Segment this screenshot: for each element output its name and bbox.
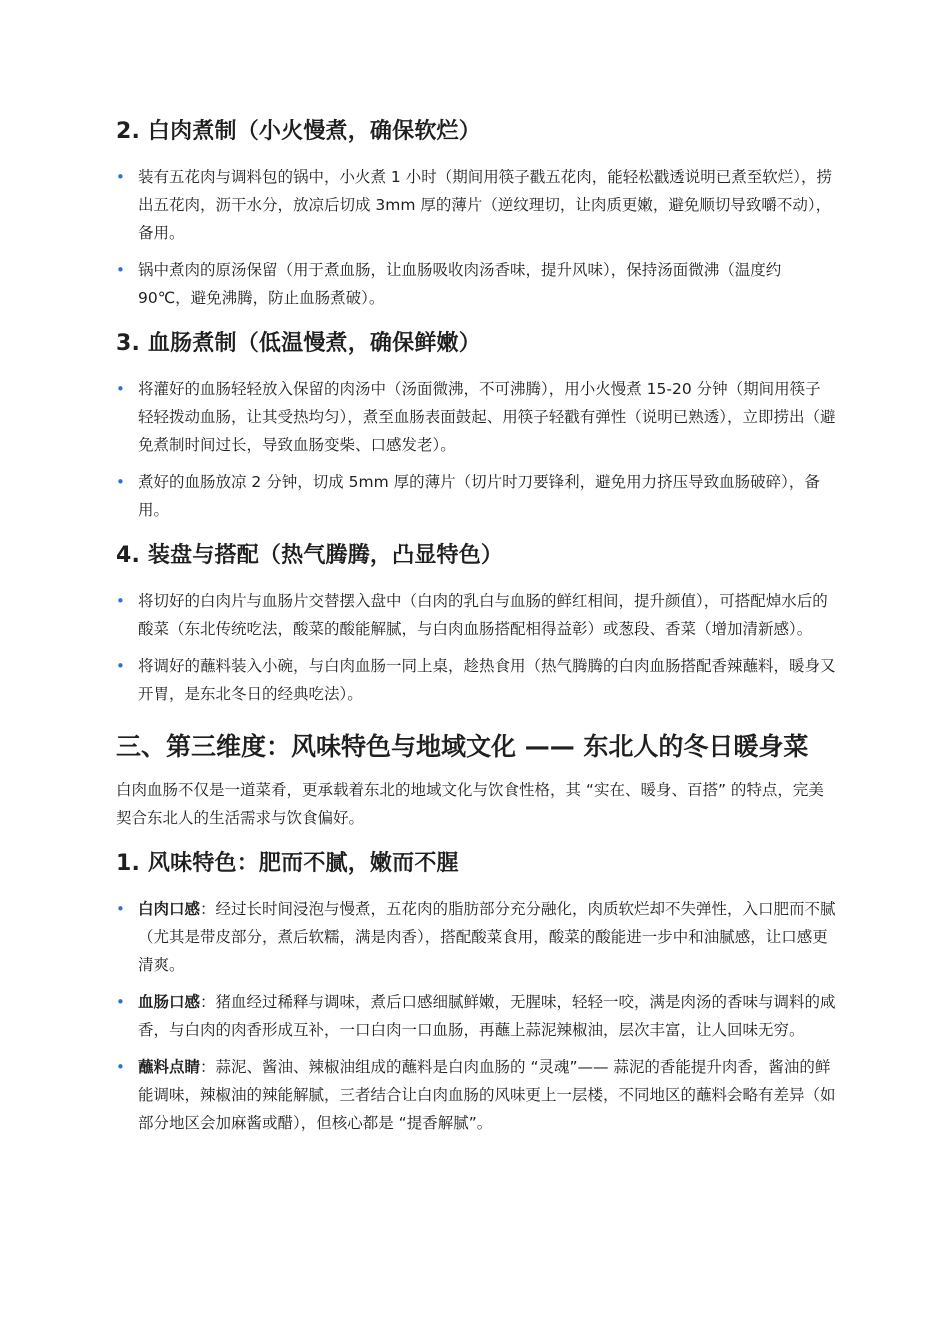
bullet-dot-icon: •: [116, 592, 125, 610]
list-item: • 将灌好的血肠轻轻放入保留的肉汤中（汤面微沸，不可沸腾），用小火慢煮 15-20 分钟（期间用筷子轻轻拨动血肠，让其受热均匀），煮至血肠表面鼓起、用筷子轻戳有弹性（说明已熟透），立即捞出（避免煮制时间过长，导致血肠变柴、口感发老）。: [116, 375, 836, 459]
section-three-title: 三、第三维度：风味特色与地域文化 —— 东北人的冬日暖身菜: [116, 732, 809, 761]
bullet-dot-icon: •: [116, 380, 125, 398]
list-item: • 煮好的血肠放凉 2 分钟，切成 5mm 厚的薄片（切片时刀要锋利，避免用力挤压导致血肠破碎），备用。: [116, 468, 836, 524]
bullet-dot-icon: •: [116, 261, 125, 279]
heading-boiling-pork: 2. 白肉煮制（小火慢煮，确保软烂）: [116, 119, 481, 144]
bullet-dot-icon: •: [116, 1058, 125, 1076]
heading-plating: 4. 装盘与搭配（热气腾腾，凸显特色）: [116, 543, 504, 568]
bullet-dot-icon: •: [116, 168, 125, 186]
list-item: • 锅中煮肉的原汤保留（用于煮血肠，让血肠吸收肉汤香味，提升风味），保持汤面微沸（温度约 90℃，避免沸腾，防止血肠煮破）。: [116, 256, 836, 312]
bullet-dot-icon: •: [116, 900, 125, 918]
list-boiling-sausage: [116, 375, 836, 524]
list-plating: [116, 587, 836, 708]
item-key: 血肠口感: [138, 993, 201, 1011]
item-key: 蘸料点睛: [138, 1058, 201, 1076]
bullet-dot-icon: •: [116, 993, 125, 1011]
list-item: • 蘸料点睛：蒜泥、酱油、辣椒油组成的蘸料是白肉血肠的 “灵魂”—— 蒜泥的香能提升肉香，酱油的鲜能调味，辣椒油的辣能解腻，三者结合让白肉血肠的风味更上一层楼，不同地区的蘸料会略有差异（如部分地区会加麻酱或醋），但核心都是 “提香解腻”。: [116, 1053, 836, 1137]
item-key: 白肉口感: [138, 900, 201, 918]
bullet-dot-icon: •: [116, 473, 125, 491]
list-boiling-pork: [116, 163, 836, 312]
heading-flavor: 1. 风味特色：肥而不腻，嫩而不腥: [116, 851, 459, 876]
list-flavor: [116, 895, 836, 1137]
bullet-dot-icon: •: [116, 657, 125, 675]
document-page: [116, 100, 836, 1146]
list-item: • 装有五花肉与调料包的锅中，小火煮 1 小时（期间用筷子戳五花肉，能轻松戳透说明已煮至软烂），捞出五花肉，沥干水分，放凉后切成 3mm 厚的薄片（逆纹理切，让肉质更嫩，避免顺切导致嚼不动），备用。: [116, 163, 836, 247]
list-item: • 将调好的蘸料装入小碗，与白肉血肠一同上桌，趁热食用（热气腾腾的白肉血肠搭配香辣蘸料，暖身又开胃，是东北冬日的经典吃法）。: [116, 652, 836, 708]
list-item: • 白肉口感：经过长时间浸泡与慢煮，五花肉的脂肪部分充分融化，肉质软烂却不失弹性，入口肥而不腻（尤其是带皮部分，煮后软糯，满是肉香），搭配酸菜食用，酸菜的酸能进一步中和油腻感，让口感更清爽。: [116, 895, 836, 979]
list-item: • 血肠口感：猪血经过稀释与调味，煮后口感细腻鲜嫩，无腥味，轻轻一咬，满是肉汤的香味与调料的咸香，与白肉的肉香形成互补，一口白肉一口血肠，再蘸上蒜泥辣椒油，层次丰富，让人回味无穷。: [116, 988, 836, 1044]
section-three-intro: 白肉血肠不仅是一道菜肴，更承载着东北的地域文化与饮食性格，其 “实在、暖身、百搭” 的特点，完美契合东北人的生活需求与饮食偏好。: [116, 781, 824, 827]
list-item: • 将切好的白肉片与血肠片交替摆入盘中（白肉的乳白与血肠的鲜红相间，提升颜值），可搭配焯水后的酸菜（东北传统吃法，酸菜的酸能解腻，与白肉血肠搭配相得益彰）或葱段、香菜（增加清新感）。: [116, 587, 836, 643]
heading-boiling-sausage: 3. 血肠煮制（低温慢煮，确保鲜嫩）: [116, 331, 481, 356]
